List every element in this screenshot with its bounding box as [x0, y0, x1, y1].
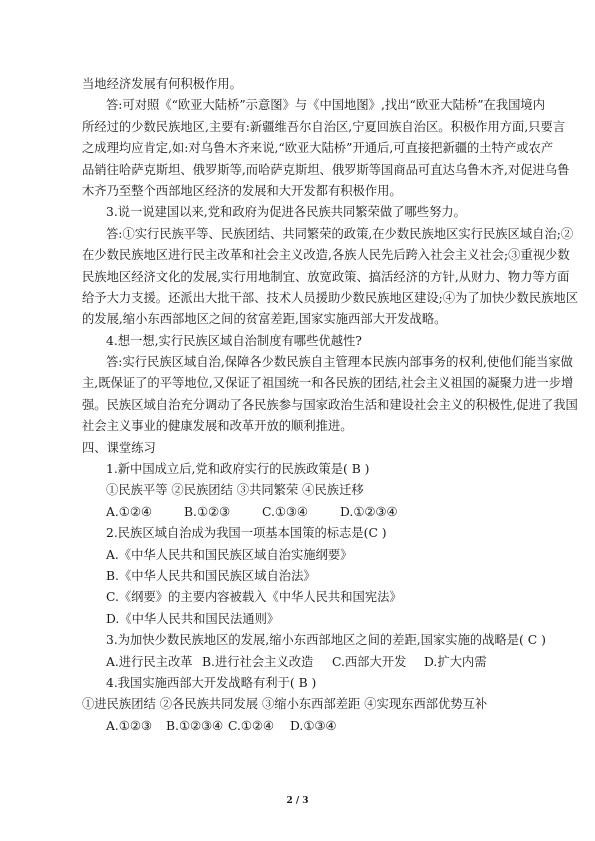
q2-stem: 2.民族区域自治成为我国一项基本国策的标志是(C )	[106, 526, 387, 541]
q3-option-d: D.扩大内需	[424, 654, 487, 669]
q4-option-a: A.①②③	[106, 718, 152, 733]
paragraph-line: 的发展,缩小东西部地区之间的贫富差距,国家实施西部大开发战略。	[82, 312, 447, 327]
paragraph-line: 所经过的少数民族地区,主要有:新疆维吾尔自治区,宁夏回族自治区。积极作用方面,只要言	[82, 119, 566, 134]
q1-items: ①民族平等 ②民族团结 ③共同繁荣 ④民族迁移	[106, 483, 364, 498]
q4-options	[82, 716, 514, 737]
paragraph-line: 品销往哈萨克斯坦、俄罗斯等,而哈萨克斯坦、俄罗斯等国商品可直达乌鲁木齐,对促进乌鲁	[82, 162, 570, 177]
paragraph-line: 木齐乃至整个西部地区经济的发展和大开发都有积极作用。	[82, 183, 402, 198]
paragraph-line: 当地经济发展有何积极作用。	[82, 77, 242, 91]
page-number: 2 / 3	[286, 796, 309, 806]
page-body	[82, 74, 579, 737]
q3-option-c: C.西部大开发	[332, 654, 407, 669]
q4-stem: 4.我国实施西部大开发战略有利于( B )	[106, 675, 317, 690]
q2-option-d: D.《中华人民共和国民法通则》	[106, 611, 280, 626]
q3-options	[82, 652, 514, 673]
q2-option-c: C.《纲要》的主要内容被载入《中华人民共和国宪法》	[106, 590, 402, 605]
paragraph-line: 给予大力支援。还派出大批干部、技术人员援助少数民族地区建设;④为了加快少数民族地区	[82, 290, 579, 305]
q1-stem: 1.新中国成立后,党和政府实行的民族政策是( B )	[106, 462, 370, 477]
q4-option-b: B.①②③④	[166, 718, 224, 733]
q1-option-a: A.①②④	[106, 504, 152, 519]
paragraph-line: 强。民族区域自治充分调动了各民族参与国家政治生活和建设社会主义的积极性,促进了我国	[82, 397, 578, 412]
question-line: 4.想一想,实行民族区域自治制度有哪些优越性?	[106, 333, 362, 348]
paragraph-line: 答:实行民族区域自治,保障各少数民族自主管理本民族内部事务的权利,使他们能当家做	[106, 355, 573, 370]
q1-options	[82, 502, 514, 523]
paragraph-line: 社会主义事业的健康发展和改革开放的顺利推进。	[82, 419, 353, 434]
q2-option-a: A.《中华人民共和国民族区域自治实施纲要》	[106, 547, 353, 562]
q4-items: ①进民族团结 ②各民族共同发展 ③缩小东西部差距 ④实现东西部优势互补	[82, 697, 488, 712]
q4-option-c: C.①②④	[228, 718, 274, 733]
q1-option-b: B.①②③	[184, 504, 231, 519]
q3-option-b: B.进行社会主义改造	[202, 654, 314, 669]
paragraph-line: 在少数民族地区进行民主改革和社会主义改造,各族人民先后跨入社会主义社会;③重视少数	[82, 248, 570, 263]
paragraph-line: 答:可对照《“欧亚大陆桥”示意图》与《中国地图》,找出“欧亚大陆桥”在我国境内	[106, 98, 545, 113]
q4-option-d: D.①③④	[290, 718, 337, 733]
section-heading: 四、课堂练习	[82, 440, 156, 455]
question-line: 3.说一说建国以来,党和政府为促进各民族共同繁荣做了哪些努力。	[106, 205, 466, 220]
q3-stem: 3.为加快少数民族地区的发展,缩小东西部地区之间的差距,国家实施的战略是( C )	[106, 633, 546, 648]
q2-option-b: B.《中华人民共和国民族区域自治法》	[106, 568, 316, 583]
paragraph-line: 民族地区经济文化的发展,实行用地制宜、放宽政策、搞活经济的方针,从财力、物力等方面	[82, 269, 570, 284]
paragraph-line: 之成理均应肯定,如:对乌鲁木齐来说,“欧亚大陆桥”开通后,可直接把新疆的土特产或农产	[82, 141, 554, 156]
paragraph-line: 答:①实行民族平等、民族团结、共同繁荣的政策,在少数民族地区实行民族区域自治;②	[106, 226, 574, 241]
q1-option-d: D.①②③④	[340, 504, 398, 519]
paragraph-line: 主,既保证了的平等地位,又保证了祖国统一和各民族的团结,社会主义祖国的凝聚力进一步增	[82, 376, 574, 391]
q3-option-a: A.进行民主改革	[106, 654, 193, 669]
q1-option-c: C.①③④	[262, 504, 308, 519]
